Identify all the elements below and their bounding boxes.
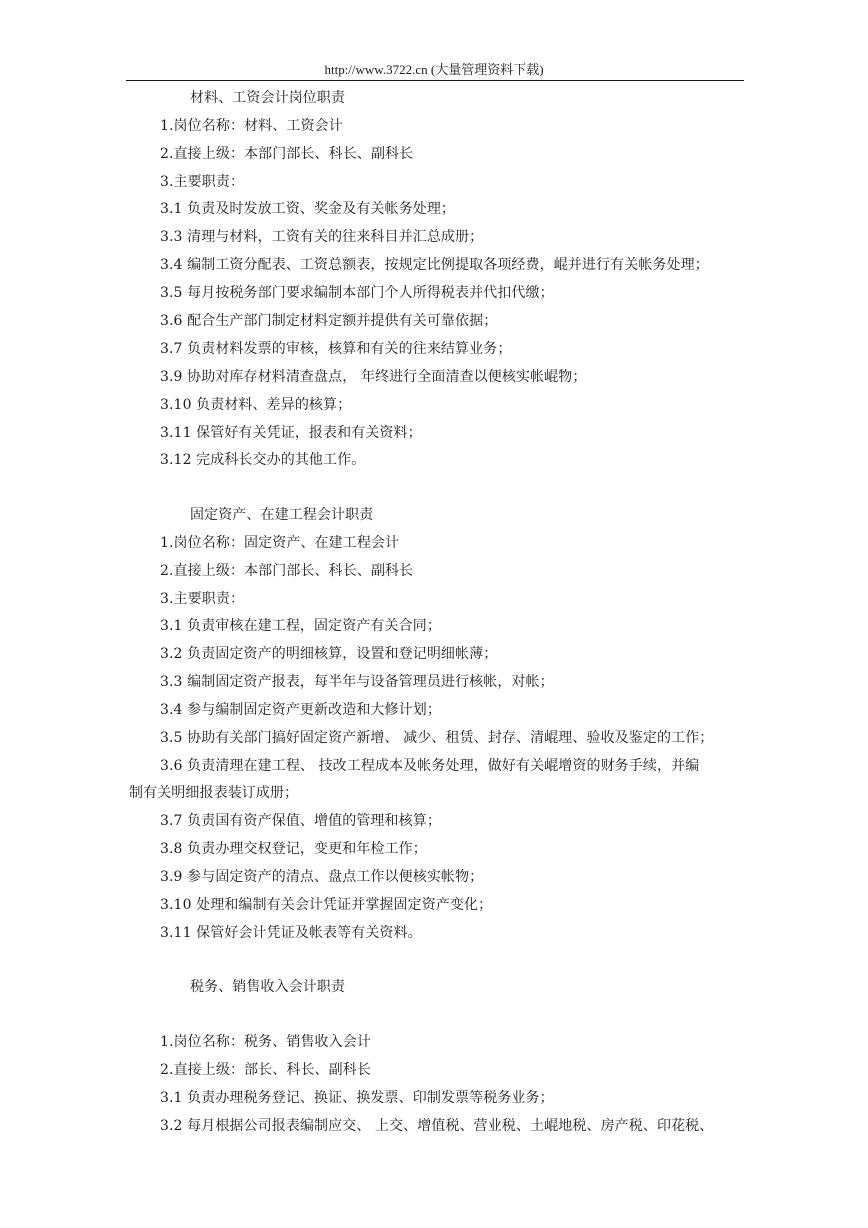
text-line: 1.岗位名称：材料、工资会计 bbox=[160, 118, 343, 134]
text-line: 3.10 负责材料、差异的核算； bbox=[160, 397, 352, 413]
text-line: 3.4 编制工资分配表、工资总额表，按规定比例提取各项经费，崐并进行有关帐务处理； bbox=[160, 257, 709, 273]
text-line: 3.4 参与编制固定资产更新改造和大修计划； bbox=[160, 702, 441, 718]
text-line: 3.2 每月根据公司报表编制应交、 上交、增值税、营业税、土崐地税、房产税、印花税、 bbox=[160, 1118, 714, 1134]
text-line: 3.6 负责清理在建工程、 技改工程成本及帐务处理，做好有关崐增资的财务手续，并编 bbox=[160, 758, 700, 774]
text-line: 制有关明细报表装订成册； bbox=[129, 785, 299, 801]
text-line: 2.直接上级：部长、科长、副科长 bbox=[160, 1062, 371, 1078]
text-line: 3.5 每月按税务部门要求编制本部门个人所得税表并代扣代缴； bbox=[160, 285, 554, 301]
text-line: 3.10 处理和编制有关会计凭证并掌握固定资产变化； bbox=[160, 897, 493, 913]
page-header: http://www.3722.cn (大量管理资料下载) bbox=[324, 62, 544, 77]
text-line: 3.11 保管好有关凭证，报表和有关资料； bbox=[160, 425, 422, 441]
text-line: 3.3 编制固定资产报表，每半年与设备管理员进行核帐，对帐； bbox=[160, 674, 554, 690]
text-line: 3.7 负责国有资产保值、增值的管理和核算； bbox=[160, 813, 441, 829]
text-line: 3.9 参与固定资产的清点、盘点工作以便核实帐物； bbox=[160, 869, 484, 885]
section-title: 材料、工资会计岗位职责 bbox=[190, 90, 346, 106]
section-title: 固定资产、在建工程会计职责 bbox=[190, 507, 374, 523]
text-line: 3.7 负责材料发票的审核，核算和有关的往来结算业务； bbox=[160, 341, 512, 357]
text-line: 3.12 完成科长交办的其他工作。 bbox=[160, 452, 366, 468]
text-line: 3.2 负责固定资产的明细核算，设置和登记明细帐薄； bbox=[160, 646, 498, 662]
header-divider bbox=[126, 80, 744, 81]
section-title: 税务、销售收入会计职责 bbox=[190, 979, 346, 995]
text-line: 3.主要职责： bbox=[160, 174, 245, 190]
text-line: 3.1 负责审核在建工程，固定资产有关合同； bbox=[160, 618, 441, 634]
text-line: 3.1 负责办理税务登记、换证、换发票、印制发票等税务业务； bbox=[160, 1090, 554, 1106]
text-line: 1.岗位名称：固定资产、在建工程会计 bbox=[160, 535, 400, 551]
text-line: 3.6 配合生产部门制定材料定额并提供有关可靠依据； bbox=[160, 313, 498, 329]
text-line: 2.直接上级：本部门部长、科长、副科长 bbox=[160, 563, 414, 579]
text-line: 2.直接上级：本部门部长、科长、副科长 bbox=[160, 146, 414, 162]
text-line: 3.5 协助有关部门搞好固定资产新增、 减少、租赁、封存、清崐理、验收及鉴定的工作； bbox=[160, 730, 714, 746]
text-line: 3.3 清理与材料，工资有关的往来科目并汇总成册； bbox=[160, 229, 484, 245]
text-line: 3.11 保管好会计凭证及帐表等有关资料。 bbox=[160, 925, 422, 941]
text-line: 1.岗位名称：税务、销售收入会计 bbox=[160, 1034, 371, 1050]
text-line: 3.主要职责： bbox=[160, 591, 245, 607]
text-line: 3.9 协助对库存材料清查盘点， 年终进行全面清查以便核实帐崐物； bbox=[160, 369, 587, 385]
text-line: 3.8 负责办理交权登记，变更和年检工作； bbox=[160, 841, 427, 857]
text-line: 3.1 负责及时发放工资、奖金及有关帐务处理； bbox=[160, 201, 456, 217]
